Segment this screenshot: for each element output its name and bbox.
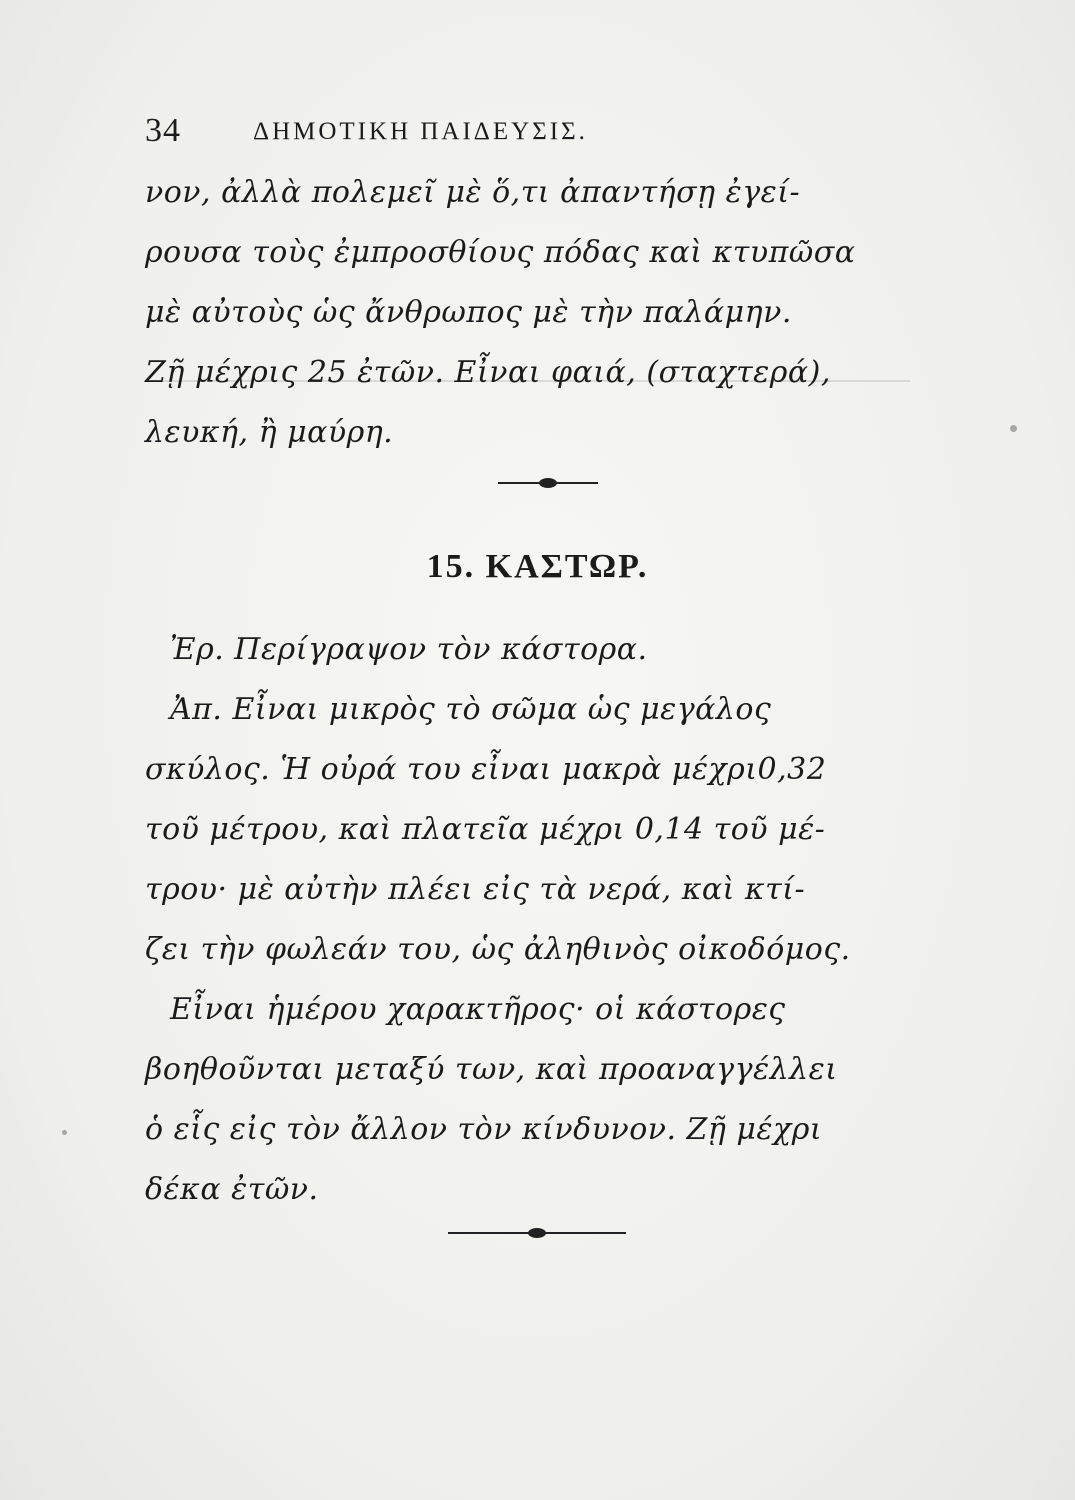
text-line: τρου· μὲ αὐτὴν πλέει εἰς τὰ νερά, καὶ κτί- xyxy=(145,872,806,907)
running-head: ΔΗΜΟΤΙΚΗ ΠΑΙΔΕΥΣΙΣ. xyxy=(253,118,588,145)
text-line: ζει τὴν φωλεάν του, ὡς ἀληθινὸς οἰκοδόμος. xyxy=(145,932,851,967)
answer-line: Ἀπ. Εἶναι μικρὸς τὸ σῶμα ὡς μεγάλος xyxy=(170,692,772,727)
text-line: νον, ἀλλὰ πολεμεῖ μὲ ὅ,τι ἀπαντήσῃ ἐγεί- xyxy=(145,175,801,210)
text-line: Εἶναι ἡμέρου χαρακτῆρος· οἱ κάστορες xyxy=(170,992,786,1027)
text-line: μὲ αὐτοὺς ὡς ἄνθρωπος μὲ τὴν παλάμην. xyxy=(145,295,792,330)
end-divider xyxy=(448,1232,626,1234)
paper-spot xyxy=(1010,425,1017,432)
text-line: ὁ εἷς εἰς τὸν ἄλλον τὸν κίνδυνον. Ζῇ μέχρι xyxy=(145,1112,823,1147)
text-line: Ζῇ μέχρις 25 ἐτῶν. Εἶναι φαιά, (σταχτερά), xyxy=(145,355,831,390)
text-line: ρουσα τοὺς ἐμπροσθίους πόδας καὶ κτυπῶσα xyxy=(145,235,856,270)
section-divider xyxy=(498,482,598,484)
text-line: βοηθοῦνται μεταξύ των, καὶ προαναγγέλλει xyxy=(145,1052,838,1087)
page-header xyxy=(145,112,945,162)
text-line: τοῦ μέτρου, καὶ πλατεῖα μέχρι 0,14 τοῦ μέ- xyxy=(145,812,826,847)
text-line: λευκή, ἢ μαύρη. xyxy=(145,415,394,450)
section-title: 15. ΚΑΣΤΩΡ. xyxy=(426,548,649,585)
question-line: Ἐρ. Περίγραψον τὸν κάστορα. xyxy=(170,632,648,667)
text-line: δέκα ἐτῶν. xyxy=(145,1172,319,1207)
text-line: σκύλος. Ἡ οὐρά του εἶναι μακρὰ μέχρι0,32 xyxy=(145,752,827,787)
paper-spot xyxy=(62,1130,67,1135)
page-number: 34 xyxy=(145,112,181,149)
